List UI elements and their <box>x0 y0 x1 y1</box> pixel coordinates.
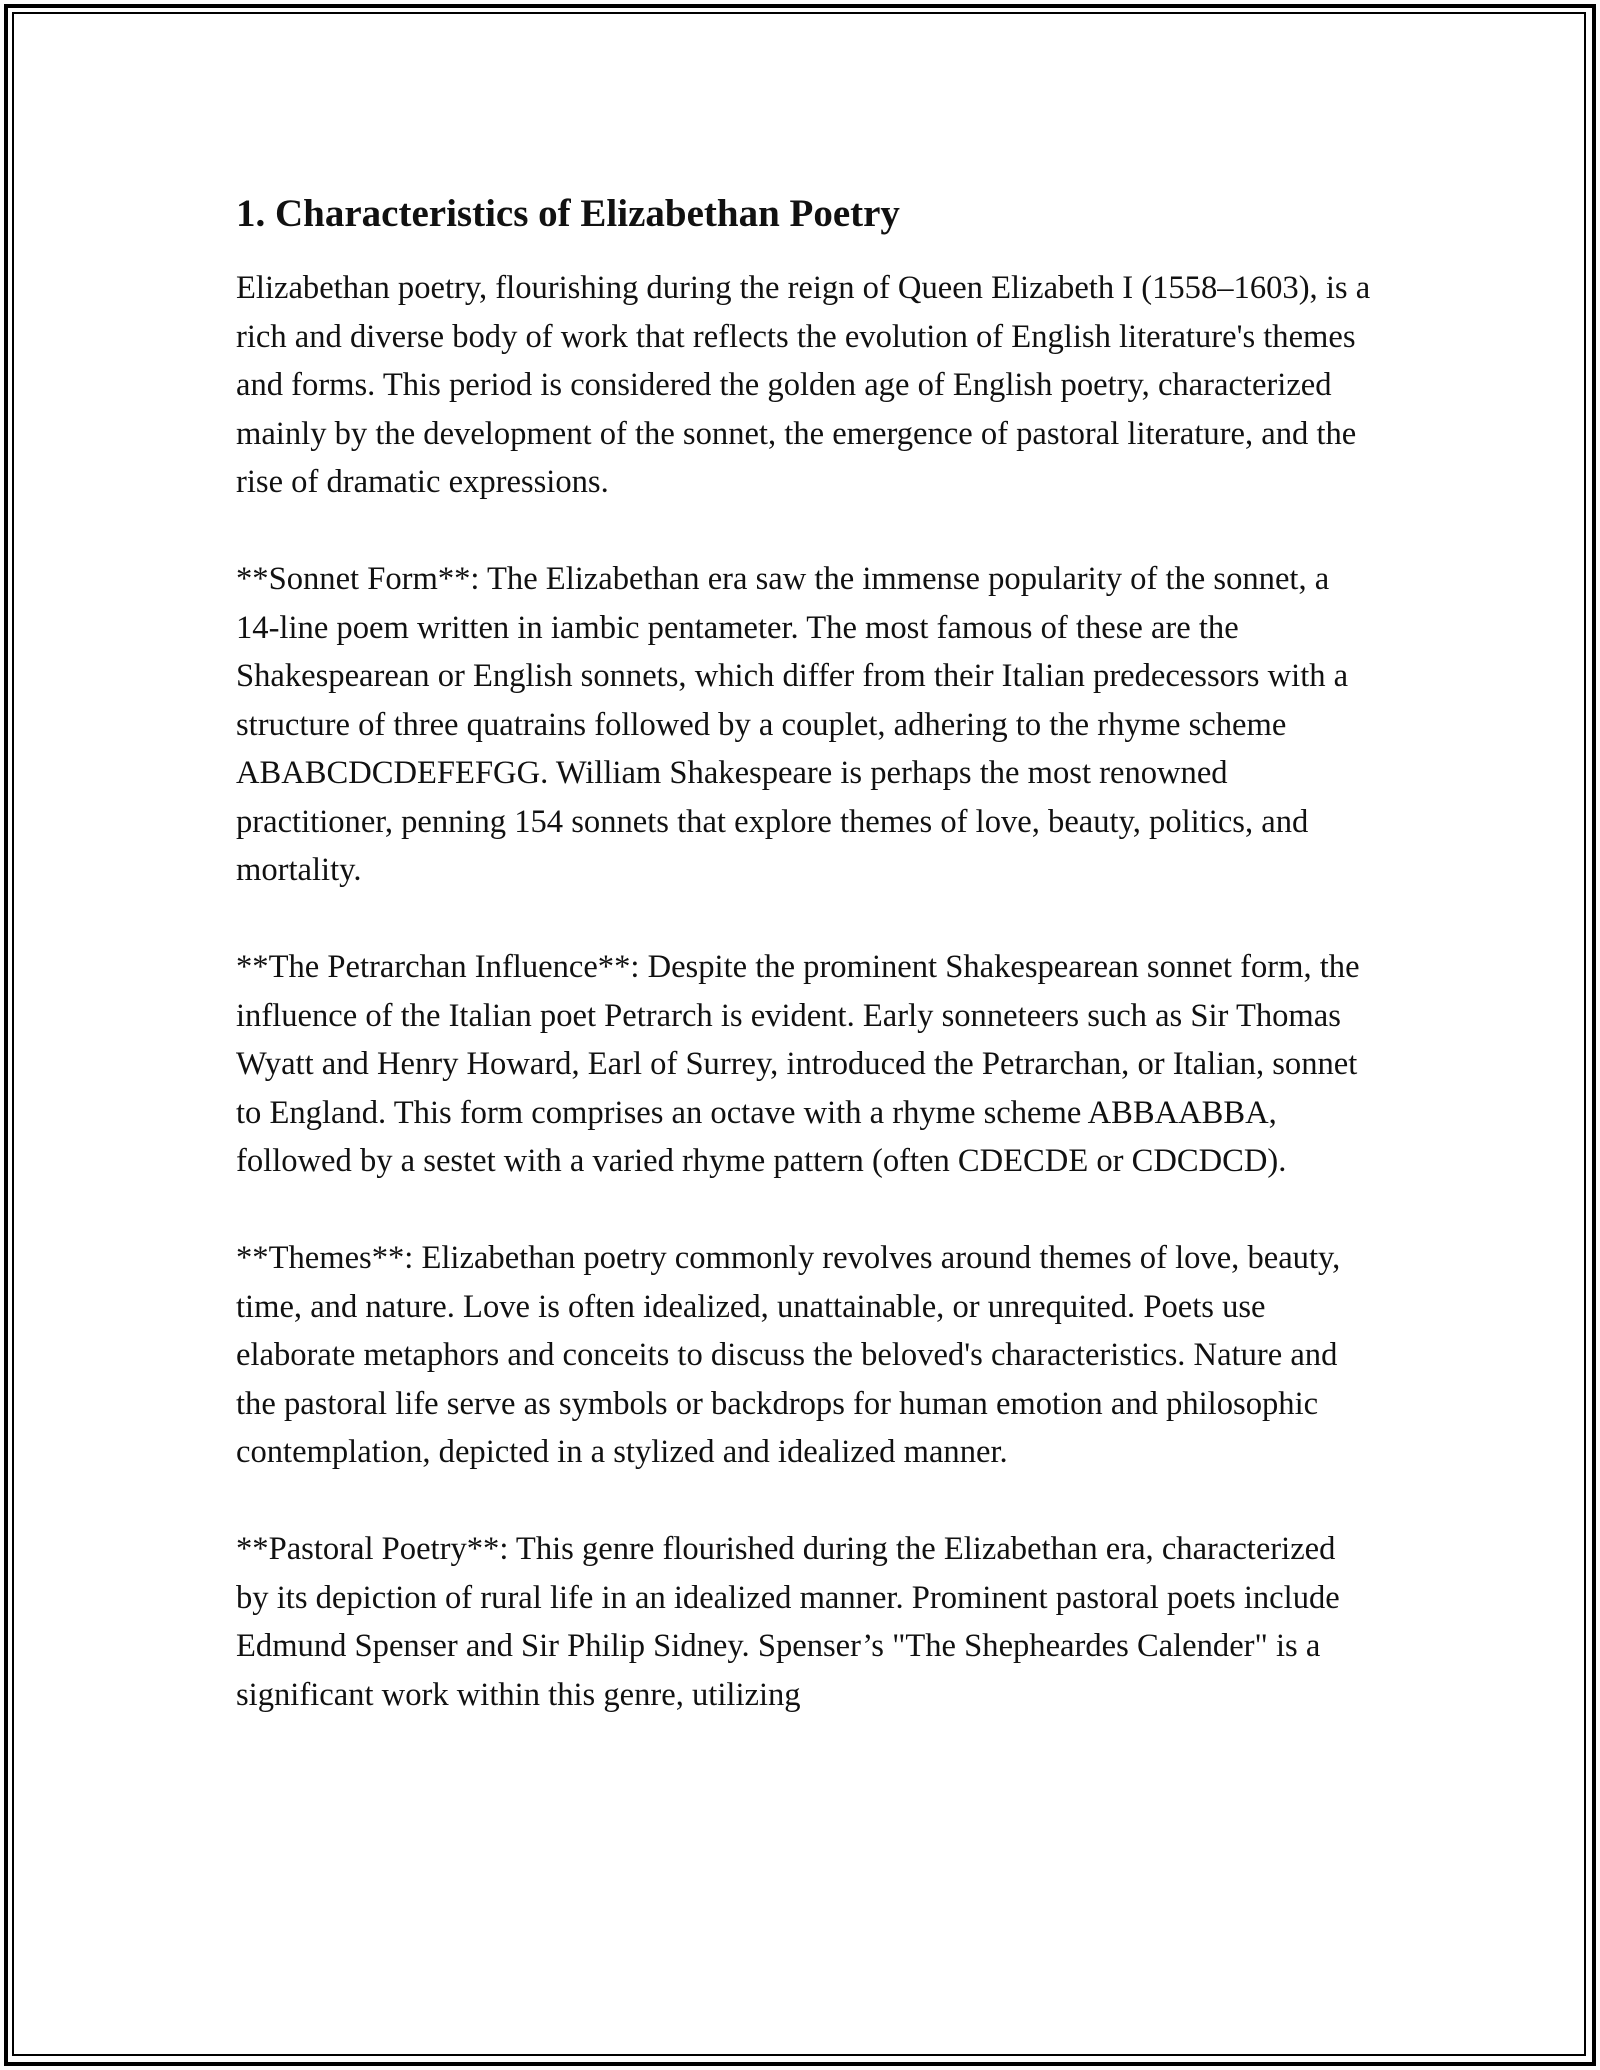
paragraph-intro: Elizabethan poetry, flourishing during the reign of Queen Elizabeth I (1558–1603), is a rich and diverse body of work that reflects the evolution of English literature's themes and forms. This period is considered the golden age of English poetry, characterized mainly by the development of the sonnet, the emergence of pastoral literature, and the rise of dramatic expressions. <box>236 270 1371 500</box>
paragraph-petrarchan-influence: **The Petrarchan Influence**: Despite the prominent Shakespearean sonnet form, the influence of the Italian poet Petrarch is evident. Early sonneteers such as Sir Thomas Wyatt and Henry Howard, Earl of Surrey, introduced the Petrarchan, or Italian, sonnet to England. This form comprises an octave with a rhyme scheme ABBAABBA, followed by a sestet with a varied rhyme pattern (often CDECDE or CDCDCD). <box>236 949 1360 1179</box>
paragraph-sonnet-form: **Sonnet Form**: The Elizabethan era saw the immense popularity of the sonnet, a 14-line poem written in iambic pentameter. The most famous of these are the Shakespearean or English sonnets, which differ from their Italian predecessors with a structure of three quatrains followed by a couplet, adhering to the rhyme scheme ABABCDCDEFEFGG. William Shakespeare is perhaps the most renowned practitioner, penning 154 sonnets that explore themes of love, beauty, politics, and mortality. <box>236 561 1349 888</box>
paragraph-pastoral-poetry: **Pastoral Poetry**: This genre flourished during the Elizabethan era, characterized by its depiction of rural life in an idealized manner. Prominent pastoral poets include Edmund Spenser and Sir Philip Sidney. Spenser’s "The Shepheardes Calender" is a significant work within this genre, utilizing <box>236 1531 1340 1713</box>
document-body <box>236 186 1376 1768</box>
section-heading: 1. Characteristics of Elizabethan Poetry <box>236 192 900 235</box>
paragraph-themes: **Themes**: Elizabethan poetry commonly revolves around themes of love, beauty, time, and nature. Love is often idealized, unattainable, or unrequited. Poets use elaborate metaphors and conceits to discuss the beloved's characteristics. Nature and the pastoral life serve as symbols or backdrops for human emotion and philosophic contemplation, depicted in a stylized and idealized manner. <box>236 1240 1341 1470</box>
